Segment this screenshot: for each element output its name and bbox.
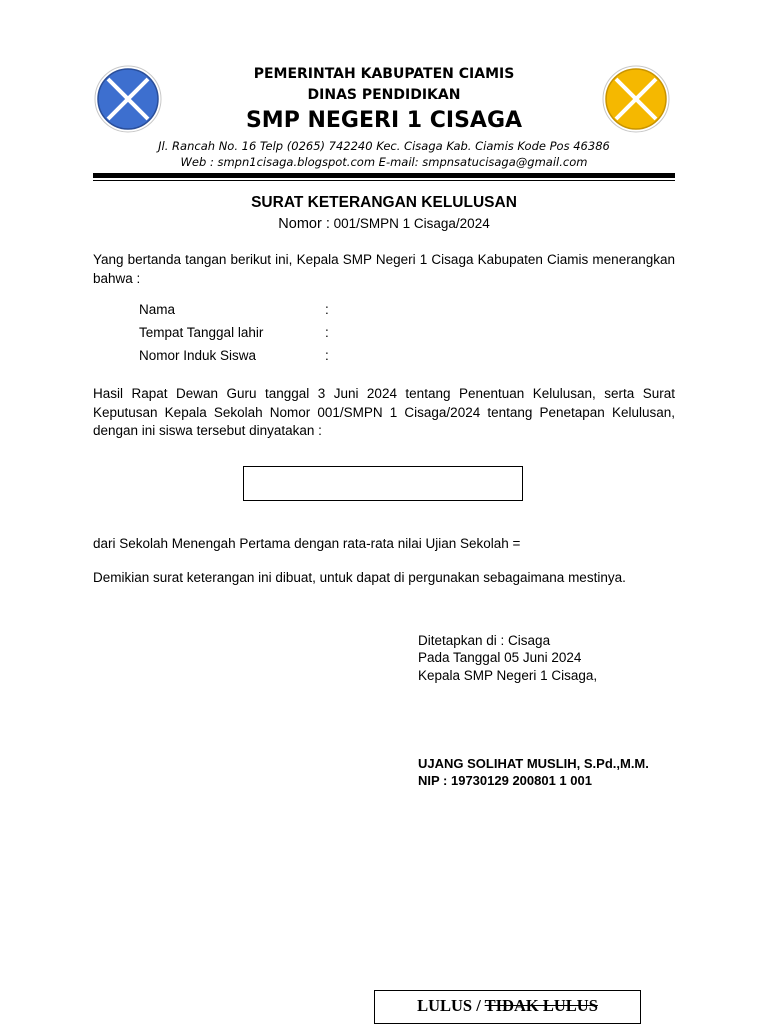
field-label-name: Nama: [139, 302, 176, 317]
header-divider-thick: [93, 173, 675, 178]
intro-paragraph: Yang bertanda tangan berikut ini, Kepala SMP Negeri 1 Cisaga Kabupaten Ciamis menerangkan bahwa :: [93, 252, 675, 286]
document-number-value: 001/SMPN 1 Cisaga/2024: [329, 216, 490, 231]
document-number: [93, 216, 675, 232]
status-fail-label: TIDAK LULUS: [484, 996, 598, 1015]
school-address: Jl. Rancah No. 16 Telp (0265) 742240 Kec. Cisaga Kab. Ciamis Kode Pos 46386: [158, 139, 610, 153]
header-divider-thin: [93, 180, 675, 181]
document-number-label: Nomor :: [278, 216, 330, 232]
status-note-box: [374, 990, 641, 1024]
status-separator: /: [472, 996, 485, 1015]
status-pass-label: LULUS: [417, 996, 473, 1015]
signature-date: Pada Tanggal 05 Juni 2024: [418, 650, 582, 665]
signature-place: Ditetapkan di : Cisaga: [418, 633, 551, 648]
field-colon-name: :: [325, 302, 329, 317]
result-paragraph: Hasil Rapat Dewan Guru tanggal 3 Juni 2024 tentang Penentuan Kelulusan, serta Surat Keputusan Kepala Sekolah Nomor 001/SMPN 1 Cisaga/2024 tentang Penetapan Kelulusan, dengan ini siswa tersebut dinyatakan :: [93, 386, 675, 438]
field-colon-birth: :: [325, 325, 329, 340]
field-label-birth: Tempat Tanggal lahir: [139, 325, 264, 340]
school-contact: Web : smpn1cisaga.blogspot.com E-mail: smpnsatucisaga@gmail.com: [180, 155, 588, 169]
school-name: SMP NEGERI 1 CISAGA: [245, 108, 523, 133]
department-name: DINAS PENDIDIKAN: [307, 87, 461, 103]
closing-statement: Demikian surat keterangan ini dibuat, untuk dapat di pergunakan sebagaimana mestinya.: [93, 570, 626, 585]
signature-position: Kepala SMP Negeri 1 Cisaga,: [418, 668, 598, 683]
field-colon-nis: :: [325, 348, 329, 363]
status-box: [243, 466, 523, 501]
field-label-nis: Nomor Induk Siswa: [139, 348, 257, 363]
signer-name: UJANG SOLIHAT MUSLIH, S.Pd.,M.M.: [418, 756, 649, 771]
document-title: SURAT KETERANGAN KELULUSAN: [251, 194, 517, 211]
signer-nip: NIP : 19730129 200801 1 001: [418, 773, 592, 788]
average-score-line: dari Sekolah Menengah Pertama dengan rata-rata nilai Ujian Sekolah =: [93, 536, 521, 551]
government-name: PEMERINTAH KABUPATEN CIAMIS: [253, 66, 515, 82]
